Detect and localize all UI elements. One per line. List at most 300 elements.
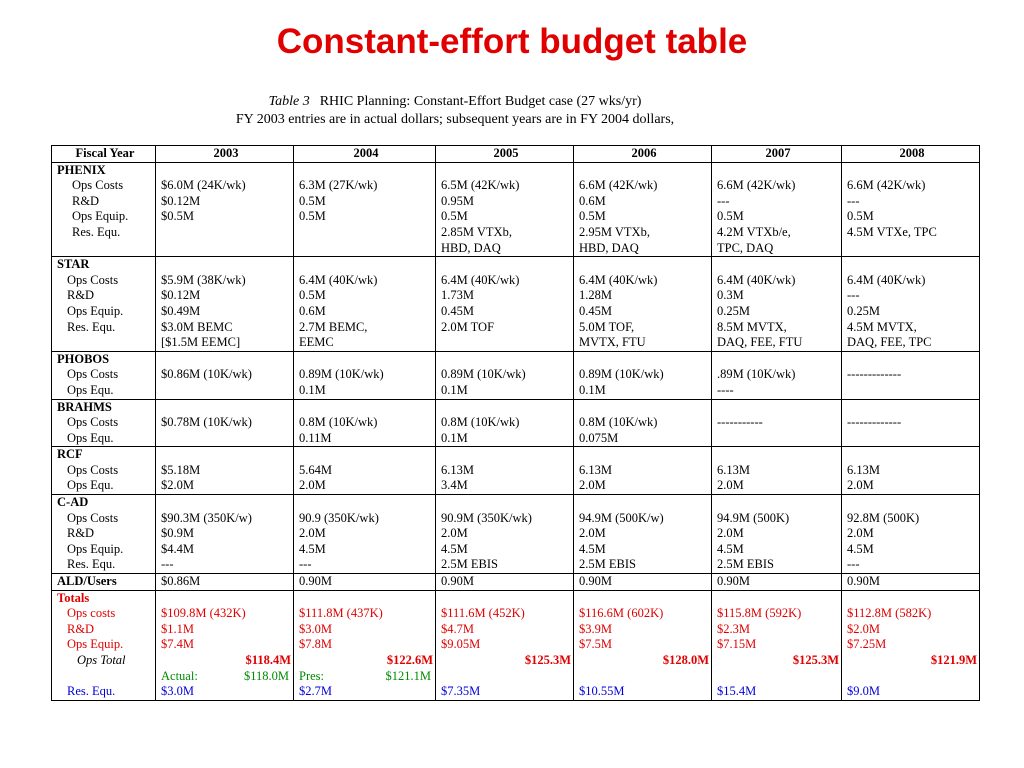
- cell-2004: [294, 495, 436, 574]
- cell-2006: [574, 447, 712, 495]
- header-fiscal-year: Fiscal Year: [52, 146, 156, 163]
- totals-value: $7.5M: [579, 637, 612, 652]
- totals-cell-2006: [574, 590, 712, 700]
- cell-value: 2.5M EBIS: [441, 557, 498, 572]
- cell-value: 2.0M: [441, 526, 468, 541]
- cell-spacer: [299, 257, 433, 273]
- actual-value: $118.0M: [243, 668, 289, 683]
- cell-value: $5.18M: [161, 462, 201, 477]
- section-star: [52, 257, 980, 352]
- cell-value: ---: [847, 288, 860, 303]
- cell-2003: [156, 495, 294, 574]
- cell-value: 5.64M: [299, 462, 332, 477]
- cell-value: TPC, DAQ: [717, 240, 774, 255]
- cell-value: $0.12M: [161, 288, 201, 303]
- cell-spacer: [441, 400, 571, 416]
- section-name: PHENIX: [57, 162, 106, 177]
- res-equ-value: $7.35M: [441, 684, 481, 699]
- cell-2006: [574, 351, 712, 399]
- totals-value: $7.4M: [161, 637, 194, 652]
- section-name: BRAHMS: [57, 399, 112, 414]
- cell-value: 90.9 (350K/wk): [299, 510, 379, 525]
- cell-value: $90.3M (350K/w): [161, 510, 252, 525]
- cell-spacer: [717, 591, 839, 607]
- cell-spacer: [579, 495, 709, 511]
- row-label: Ops Costs: [67, 415, 119, 430]
- cell-2008: [842, 162, 980, 257]
- section-labels: [52, 447, 156, 495]
- cell-spacer: [299, 447, 433, 463]
- totals-cell-2003: [156, 590, 294, 700]
- cell-value: 2.5M EBIS: [579, 557, 636, 572]
- cell-value: .89M (10K/wk): [717, 367, 796, 382]
- cell-2004: [294, 447, 436, 495]
- cell-value: 0.5M: [299, 288, 326, 303]
- cell-spacer: [299, 591, 433, 607]
- ops-total-label: Ops Total: [77, 653, 126, 667]
- cell-2007: [712, 162, 842, 257]
- cell-value: 2.85M VTXb,: [441, 224, 512, 239]
- row-label: Ops Costs: [67, 367, 119, 382]
- cell-value: 2.0M: [717, 478, 744, 493]
- totals-row-label: Ops Equip.: [67, 637, 124, 652]
- cell-value: ---: [717, 193, 730, 208]
- cell-value: 2.0M: [299, 526, 326, 541]
- ops-total-value: $118.4M: [245, 653, 291, 667]
- cell-value: 4.2M VTXb/e,: [717, 224, 791, 239]
- totals-value: $7.25M: [847, 637, 887, 652]
- cell-value: 0.25M: [847, 303, 880, 318]
- totals-row-label: R&D: [67, 621, 95, 636]
- header-2003: 2003: [156, 146, 294, 163]
- cell-value: 0.8M (10K/wk): [299, 415, 378, 430]
- cell-value: 4.5M MVTX,: [847, 319, 917, 334]
- section-labels: [52, 162, 156, 257]
- cell-value: 0.1M: [299, 382, 326, 397]
- cell-value: $0.86M (10K/wk): [161, 367, 252, 382]
- cell-spacer: [579, 400, 709, 416]
- totals-value: $111.6M (452K): [441, 606, 525, 621]
- cell-value: 6.4M (40K/wk): [579, 272, 658, 287]
- actual-row: [717, 669, 839, 685]
- cell-2003: [156, 447, 294, 495]
- cell-value: $2.0M: [161, 478, 194, 493]
- row-label: Res. Equ.: [67, 557, 116, 572]
- cell-spacer: [847, 400, 977, 416]
- cell-value: 6.13M: [717, 462, 750, 477]
- totals-value: $3.0M: [299, 621, 332, 636]
- cell-value: 0.5M: [299, 193, 326, 208]
- cell-value: 0.5M: [717, 209, 744, 224]
- cell-value: 2.0M: [847, 526, 874, 541]
- cell-value: HBD, DAQ: [441, 240, 501, 255]
- cell-2006: [574, 495, 712, 574]
- cell-value: -------------: [847, 367, 902, 382]
- header-2004: 2004: [294, 146, 436, 163]
- row-label: Res. Equ.: [72, 224, 121, 239]
- row-label: R&D: [67, 526, 95, 541]
- table-caption: [0, 94, 910, 110]
- cell-value: 2.5M EBIS: [717, 557, 774, 572]
- totals-value: $116.6M (602K): [579, 606, 664, 621]
- actual-row: [579, 669, 709, 685]
- cell-value: 0.1M: [441, 382, 468, 397]
- row-label: Ops Costs: [67, 272, 119, 287]
- cell-2006: [574, 399, 712, 447]
- actual-row: [441, 669, 571, 685]
- cell-value: 8.5M MVTX,: [717, 319, 787, 334]
- cell-value: 0.075M: [579, 430, 619, 445]
- ald-value: 0.90M: [712, 574, 842, 591]
- cell-spacer: [717, 163, 839, 179]
- cell-value: 2.0M: [579, 478, 606, 493]
- cell-spacer: [847, 257, 977, 273]
- res-equ-value: $3.0M: [161, 684, 194, 699]
- caption-label: Table 3: [268, 94, 310, 109]
- cell-spacer: [717, 257, 839, 273]
- row-label: Ops Costs: [72, 178, 124, 193]
- cell-value: ---: [161, 557, 174, 572]
- cell-value: 6.13M: [441, 462, 474, 477]
- cell-spacer: [161, 591, 291, 607]
- row-label: Ops Equ.: [67, 382, 114, 397]
- header-2008: 2008: [842, 146, 980, 163]
- cell-spacer: [717, 400, 839, 416]
- cell-2005: [436, 162, 574, 257]
- cell-value: 0.5M: [579, 209, 606, 224]
- row-label: Ops Equ.: [67, 430, 114, 445]
- cell-value: [$1.5M EEMC]: [161, 335, 241, 350]
- totals-value: $115.8M (592K): [717, 606, 802, 621]
- section-labels: [52, 495, 156, 574]
- cell-2004: [294, 162, 436, 257]
- cell-value: $0.5M: [161, 209, 194, 224]
- cell-value: 0.89M (10K/wk): [579, 367, 664, 382]
- cell-value: $5.9M (38K/wk): [161, 272, 246, 287]
- cell-value: 4.5M: [579, 541, 606, 556]
- cell-value: 92.8M (500K): [847, 510, 920, 525]
- cell-spacer: [161, 495, 291, 511]
- cell-value: 0.95M: [441, 193, 474, 208]
- cell-value: 0.45M: [579, 303, 612, 318]
- cell-value: 3.4M: [441, 478, 468, 493]
- cell-value: 2.0M: [299, 478, 326, 493]
- cell-value: -------------: [847, 415, 902, 430]
- totals-value: $7.8M: [299, 637, 332, 652]
- budget-table: [51, 145, 980, 701]
- totals-value: $112.8M (582K): [847, 606, 932, 621]
- slide-title: Constant-effort budget table: [276, 22, 748, 61]
- cell-spacer: [161, 447, 291, 463]
- cell-value: 0.45M: [441, 303, 474, 318]
- cell-2005: [436, 447, 574, 495]
- cell-2005: [436, 351, 574, 399]
- cell-value: ---: [847, 557, 860, 572]
- cell-spacer: [847, 447, 977, 463]
- cell-value: 1.28M: [579, 288, 612, 303]
- cell-value: 0.25M: [717, 303, 750, 318]
- cell-spacer: [847, 591, 977, 607]
- cell-spacer: [161, 352, 291, 368]
- totals-cell-2005: [436, 590, 574, 700]
- totals-labels: [52, 590, 156, 700]
- cell-value: 2.95M VTXb,: [579, 224, 650, 239]
- row-label: Res. Equ.: [67, 319, 116, 334]
- section-name: PHOBOS: [57, 351, 110, 366]
- cell-2005: [436, 257, 574, 352]
- cell-value: 2.7M BEMC,: [299, 319, 368, 334]
- section-name: C-AD: [57, 495, 89, 510]
- cell-spacer: [299, 495, 433, 511]
- section-totals: [52, 590, 980, 700]
- cell-2005: [436, 495, 574, 574]
- cell-value: 4.5M: [441, 541, 468, 556]
- section-labels: [52, 351, 156, 399]
- cell-value: 4.5M VTXe, TPC: [847, 224, 937, 239]
- cell-value: MVTX, FTU: [579, 335, 646, 350]
- ald-value: 0.90M: [842, 574, 980, 591]
- cell-value: 0.89M (10K/wk): [441, 367, 526, 382]
- cell-spacer: [161, 163, 291, 179]
- header-2005: 2005: [436, 146, 574, 163]
- cell-spacer: [579, 447, 709, 463]
- cell-value: 6.4M (40K/wk): [847, 272, 926, 287]
- totals-value: $109.8M (432K): [161, 606, 246, 621]
- section-c-ad: [52, 495, 980, 574]
- totals-value: $4.7M: [441, 621, 474, 636]
- row-label: Ops Costs: [67, 462, 119, 477]
- row-label: Ops Equ.: [67, 478, 114, 493]
- cell-value: ---: [299, 557, 312, 572]
- cell-value: $0.12M: [161, 193, 201, 208]
- cell-spacer: [441, 352, 571, 368]
- cell-2004: [294, 399, 436, 447]
- cell-value: HBD, DAQ: [579, 240, 639, 255]
- actual-label: Actual:: [161, 668, 198, 683]
- totals-value: $111.8M (437K): [299, 606, 383, 621]
- row-ald-users: [52, 574, 980, 591]
- totals-value: $3.9M: [579, 621, 612, 636]
- actual-label: Pres:: [299, 668, 324, 683]
- cell-spacer: [441, 447, 571, 463]
- cell-2008: [842, 351, 980, 399]
- cell-value: 6.3M (27K/wk): [299, 178, 378, 193]
- cell-value: 6.5M (42K/wk): [441, 178, 520, 193]
- cell-value: EEMC: [299, 335, 334, 350]
- cell-value: 0.89M (10K/wk): [299, 367, 384, 382]
- totals-cell-2008: [842, 590, 980, 700]
- cell-value: 0.1M: [441, 430, 468, 445]
- cell-value: 0.8M (10K/wk): [441, 415, 520, 430]
- ald-value: 0.90M: [294, 574, 436, 591]
- row-label: Ops Equip.: [67, 303, 124, 318]
- row-label: Ops Equip.: [72, 209, 129, 224]
- cell-spacer: [441, 591, 571, 607]
- cell-2007: [712, 257, 842, 352]
- cell-value: 6.6M (42K/wk): [717, 178, 796, 193]
- cell-value: $3.0M BEMC: [161, 319, 233, 334]
- cell-value: 94.9M (500K/w): [579, 510, 664, 525]
- cell-value: ----: [717, 382, 734, 397]
- cell-value: 0.6M: [579, 193, 606, 208]
- ops-total-value: $122.6M: [386, 653, 433, 667]
- cell-2007: [712, 399, 842, 447]
- cell-spacer: [579, 163, 709, 179]
- cell-value: 6.4M (40K/wk): [441, 272, 520, 287]
- cell-spacer: [299, 352, 433, 368]
- cell-2003: [156, 399, 294, 447]
- cell-value: $4.4M: [161, 541, 194, 556]
- totals-value: $2.0M: [847, 621, 880, 636]
- section-brahms: [52, 399, 980, 447]
- cell-value: 2.0M TOF: [441, 319, 495, 334]
- ops-total-value: $125.3M: [524, 653, 571, 667]
- cell-spacer: [579, 591, 709, 607]
- totals-value: $2.3M: [717, 621, 750, 636]
- cell-spacer: [441, 163, 571, 179]
- cell-value: 6.13M: [847, 462, 880, 477]
- cell-value: 0.3M: [717, 288, 744, 303]
- section-phenix: [52, 162, 980, 257]
- cell-value: 6.13M: [579, 462, 612, 477]
- caption-text: RHIC Planning: Constant-Effort Budget case (27 wks/yr): [319, 94, 642, 109]
- section-labels: [52, 257, 156, 352]
- totals-spacer: [57, 669, 153, 685]
- header-row: [52, 146, 980, 163]
- cell-value: [299, 225, 433, 241]
- actual-row: [299, 669, 433, 685]
- cell-2007: [712, 351, 842, 399]
- totals-value: $9.05M: [441, 637, 481, 652]
- cell-spacer: [441, 495, 571, 511]
- ald-value: 0.90M: [436, 574, 574, 591]
- cell-spacer: [847, 495, 977, 511]
- section-rcf: [52, 447, 980, 495]
- cell-value: DAQ, FEE, TPC: [847, 335, 932, 350]
- cell-value: 0.5M: [847, 209, 874, 224]
- cell-spacer: [299, 400, 433, 416]
- cell-value: 6.4M (40K/wk): [299, 272, 378, 287]
- cell-2008: [842, 447, 980, 495]
- cell-value: 0.5M: [299, 209, 326, 224]
- cell-2003: [156, 257, 294, 352]
- cell-spacer: [717, 352, 839, 368]
- res-equ-value: $15.4M: [717, 684, 757, 699]
- section-phobos: [52, 351, 980, 399]
- cell-2004: [294, 351, 436, 399]
- ops-total-value: $128.0M: [662, 653, 709, 667]
- cell-value: 94.9M (500K): [717, 510, 790, 525]
- cell-2007: [712, 447, 842, 495]
- cell-2007: [712, 495, 842, 574]
- cell-spacer: [579, 352, 709, 368]
- cell-value: 6.6M (42K/wk): [847, 178, 926, 193]
- cell-2008: [842, 495, 980, 574]
- cell-value: 0.11M: [299, 430, 332, 445]
- cell-value: $6.0M (24K/wk): [161, 178, 246, 193]
- res-equ-value: $9.0M: [847, 684, 880, 699]
- cell-value: 2.0M: [847, 478, 874, 493]
- cell-value: 6.4M (40K/wk): [717, 272, 796, 287]
- cell-value: 0.8M (10K/wk): [579, 415, 658, 430]
- cell-value: $0.49M: [161, 303, 201, 318]
- row-label: Ops Equip.: [67, 541, 124, 556]
- header-2006: 2006: [574, 146, 712, 163]
- cell-value: 4.5M: [847, 541, 874, 556]
- cell-spacer: [299, 163, 433, 179]
- cell-value: 4.5M: [717, 541, 744, 556]
- cell-spacer: [847, 163, 977, 179]
- cell-2003: [156, 351, 294, 399]
- cell-spacer: [441, 257, 571, 273]
- cell-spacer: [847, 352, 977, 368]
- row-label: Ops Costs: [67, 510, 119, 525]
- cell-value: 4.5M: [299, 541, 326, 556]
- cell-spacer: [161, 257, 291, 273]
- cell-value: 5.0M TOF,: [579, 319, 635, 334]
- cell-value: DAQ, FEE, FTU: [717, 335, 803, 350]
- res-equ-value: $2.7M: [299, 684, 332, 699]
- table-caption-note: FY 2003 entries are in actual dollars; subsequent years are in FY 2004 dollars,: [235, 112, 675, 127]
- cell-2003: [156, 162, 294, 257]
- cell-value: 0.6M: [299, 303, 326, 318]
- cell-2008: [842, 257, 980, 352]
- cell-spacer: [579, 257, 709, 273]
- actual-row: [161, 669, 291, 685]
- actual-row: [847, 669, 977, 685]
- cell-value: 90.9M (350K/wk): [441, 510, 532, 525]
- cell-value: [161, 225, 291, 241]
- cell-value: 1.73M: [441, 288, 474, 303]
- cell-value: 2.0M: [717, 526, 744, 541]
- ald-label: ALD/Users: [52, 574, 156, 591]
- cell-spacer: [161, 400, 291, 416]
- cell-value: 6.6M (42K/wk): [579, 178, 658, 193]
- ops-total-value: $121.9M: [930, 653, 977, 667]
- actual-value: $121.1M: [385, 668, 431, 683]
- section-name: RCF: [57, 447, 83, 462]
- ald-value: 0.90M: [574, 574, 712, 591]
- cell-2005: [436, 399, 574, 447]
- totals-cell-2007: [712, 590, 842, 700]
- totals-row-label: Ops costs: [67, 606, 116, 621]
- section-name: STAR: [57, 257, 90, 272]
- row-label: R&D: [72, 193, 100, 208]
- cell-value: -----------: [717, 415, 763, 430]
- cell-spacer: [717, 447, 839, 463]
- cell-2006: [574, 257, 712, 352]
- cell-value: 0.5M: [441, 209, 468, 224]
- cell-value: $0.9M: [161, 526, 194, 541]
- totals-name: Totals: [57, 590, 90, 605]
- cell-value: $0.78M (10K/wk): [161, 415, 252, 430]
- res-equ-value: $10.55M: [579, 684, 625, 699]
- totals-value: $1.1M: [161, 621, 194, 636]
- ald-value: $0.86M: [156, 574, 294, 591]
- section-labels: [52, 399, 156, 447]
- row-label: R&D: [67, 288, 95, 303]
- cell-value: 2.0M: [579, 526, 606, 541]
- cell-spacer: [717, 495, 839, 511]
- cell-2004: [294, 257, 436, 352]
- header-2007: 2007: [712, 146, 842, 163]
- ops-total-value: $125.3M: [792, 653, 839, 667]
- cell-value: 0.1M: [579, 382, 606, 397]
- totals-cell-2004: [294, 590, 436, 700]
- cell-value: ---: [847, 193, 860, 208]
- cell-2008: [842, 399, 980, 447]
- totals-value: $7.15M: [717, 637, 757, 652]
